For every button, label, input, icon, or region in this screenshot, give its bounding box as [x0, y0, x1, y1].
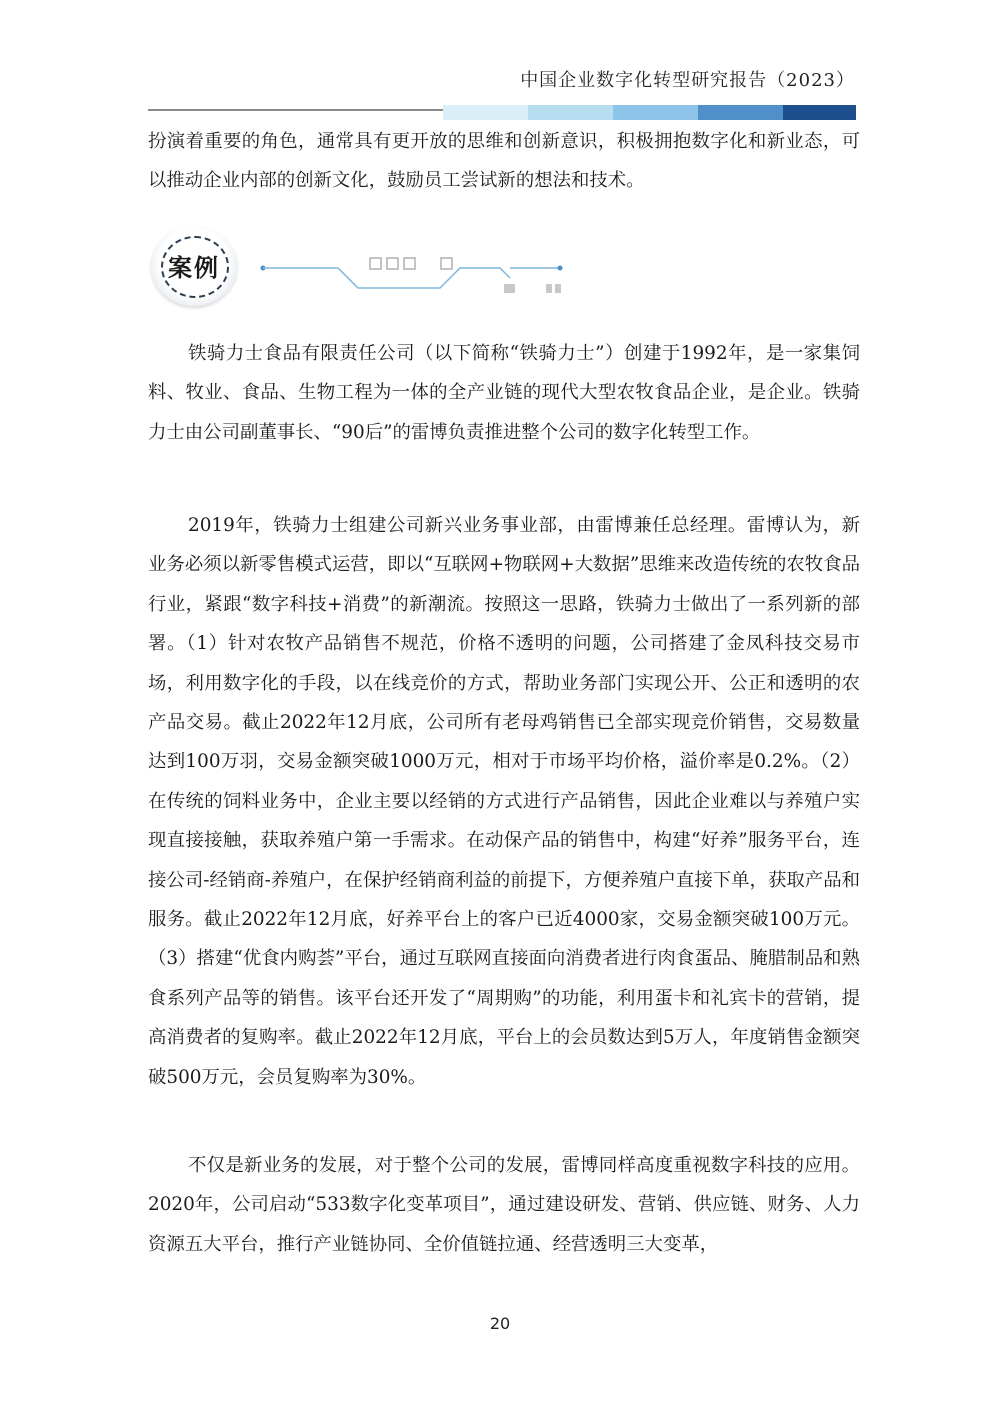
header-bar-1 [443, 105, 528, 120]
page-number: 20 [489, 1314, 511, 1333]
header-title: 中国企业数字化转型研究报告（2023） [520, 70, 855, 91]
header-bar-2 [528, 105, 613, 120]
header-bar-3 [613, 105, 698, 120]
case-label: 案例 [168, 253, 220, 282]
intro-paragraph: 扮演着重要的角色，通常具有更开放的思维和创新意识，积极拥抱数字化和新业态，可以推动企业内部的创新文化，鼓励员工尝试新的想法和技术。 [148, 131, 860, 192]
header-bar-5 [783, 105, 856, 120]
header-color-bars [443, 105, 856, 120]
case-badge [148, 226, 240, 306]
case-paragraph-1: 铁骑力士食品有限责任公司（以下简称“铁骑力士”）创建于1992年，是一家集饲料、牧业、食品、生物工程为一体的全产业链的现代大型农牧食品企业，是企业。铁骑力士由公司副董事长、“90后”的雷博负责推进整个公司的数字化转型工作。 [148, 343, 860, 443]
case-decoration-icon [250, 250, 570, 300]
case-paragraph-3: 不仅是新业务的发展，对于整个公司的发展，雷博同样高度重视数字科技的应用。2020年，公司启动“533数字化变革项目”，通过建设研发、营销、供应链、财务、人力资源五大平台，推行产业链协同、全价值链拉通、经营透明三大变革， [148, 1155, 860, 1255]
header-bar-4 [698, 105, 783, 120]
case-paragraph-2: 2019年，铁骑力士组建公司新兴业务事业部，由雷博兼任总经理。雷博认为，新业务必须以新零售模式运营，即以“互联网+物联网+大数据”思维来改造传统的农牧食品行业，紧跟“数字科技+消费”的新潮流。按照这一思路，铁骑力士做出了一系列新的部署。（1）针对农牧产品销售不规范，价格不透明的问题，公司搭建了金凤科技交易市场，利用数字化的手段，以在线竞价的方式，帮助业务部门实现公开、公正和透明的农产品交易。截止2022年12月底，公司所有老母鸡销售已全部实现竞价销售，交易数量达到100万羽，交易金额突破1000万元，相对于市场平均价格，溢价率是0.2%。（2）在传统的饲料业务中，企业主要以经销的方式进行产品销售，因此企业难以与养殖户实现直接接触，获取养殖户第一手需求。在动保产品的销售中，构建“好养”服务平台，连接公司-经销商-养殖户，在保护经销商利益的前提下，方便养殖户直接下单，获取产品和服务。截止2022年12月底，好养平台上的客户已近4000家，交易金额突破100万元。（3）搭建“优食内购荟”平台，通过互联网直接面向消费者进行肉食蛋品、腌腊制品和熟食系列产品等的销售。该平台还开发了“周期购”的功能，利用蛋卡和礼宾卡的营销，提高消费者的复购率。截止2022年12月底，平台上的会员数达到5万人，年度销售金额突破500万元，会员复购率为30%。 [148, 515, 860, 1088]
